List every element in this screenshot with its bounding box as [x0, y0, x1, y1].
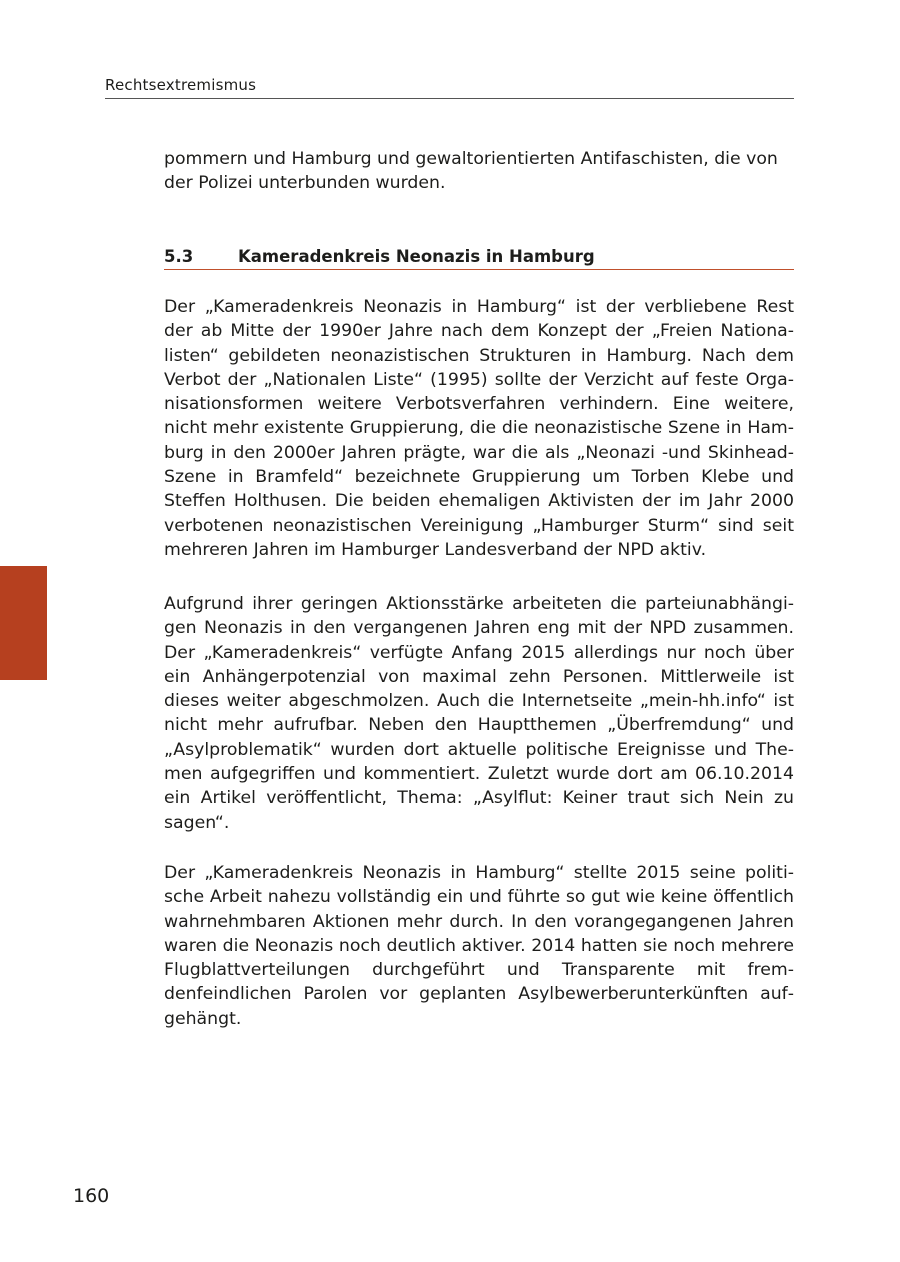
section-heading: [164, 245, 794, 270]
continuation-paragraph: pommern und Hamburg und gewaltorientierten Antifaschisten, die von der Polizei unterbunden wurden.: [164, 149, 778, 194]
page-number: 160: [73, 1185, 110, 1207]
chapter-side-tab: [0, 566, 47, 680]
section-title: Kameradenkreis Neonazis in Hamburg: [238, 247, 595, 266]
header-rule: [105, 98, 794, 99]
body-paragraph-2: Aufgrund ihrer geringen Aktionsstärke arbeiteten die parteiunabhängigen Neonazis in den vergangenen Jahren eng mit der NPD zusammen. Der „Kameradenkreis“ verfügte Anfang 2015 allerdings nur noch über ein Anhängerpotenzial von maximal zehn Personen. Mittlerweile ist dieses weiter abgeschmolzen. Auch die Internetseite „mein-hh.info“ ist nicht mehr aufrufbar. Neben den Hauptthemen „Überfremdung“ und „Asylproblematik“ wurden dort aktuelle politische Ereignisse und Themen aufgegriffen und kommentiert. Zuletzt wurde dort am 06.10.2014 ein Artikel veröffentlicht, Thema: „Asylflut: Keiner traut sich Nein zu sagen“.: [164, 594, 794, 833]
body-paragraph-3: Der „Kameradenkreis Neonazis in Hamburg“ stellte 2015 seine politische Arbeit nahezu vollständig ein und führte so gut wie keine öffentlich wahrnehmbaren Aktionen mehr durch. In den vorangegangenen Jahren waren die Neonazis noch deutlich aktiver. 2014 hatten sie noch mehrere Flugblattverteilungen durchgeführt und Transparente mit fremdenfeindlichen Parolen vor geplanten Asylbewerberunterkünften aufgehängt.: [164, 863, 794, 1029]
running-header-title: Rechtsextremismus: [105, 76, 257, 94]
body-paragraph-1: Der „Kameradenkreis Neonazis in Hamburg“ ist der verbliebene Rest der ab Mitte der 1990er Jahre nach dem Konzept der „Freien Nationalisten“ gebildeten neonazistischen Strukturen in Hamburg. Nach dem Verbot der „Nationalen Liste“ (1995) sollte der Verzicht auf feste Organisationsformen weitere Verbotsverfahren verhindern. Eine weitere, nicht mehr existente Gruppierung, die die neonazistische Szene in Hamburg in den 2000er Jahren prägte, war die als „Neonazi -und Skinhead-Szene in Bramfeld“ bezeichnete Gruppierung um Torben Klebe und Steffen Holthusen. Die beiden ehemaligen Aktivisten der im Jahr 2000 verbotenen neonazistischen Vereinigung „Hamburger Sturm“ sind seit mehreren Jahren im Hamburger Landesverband der NPD aktiv.: [164, 297, 794, 560]
section-number: 5.3: [164, 247, 194, 266]
